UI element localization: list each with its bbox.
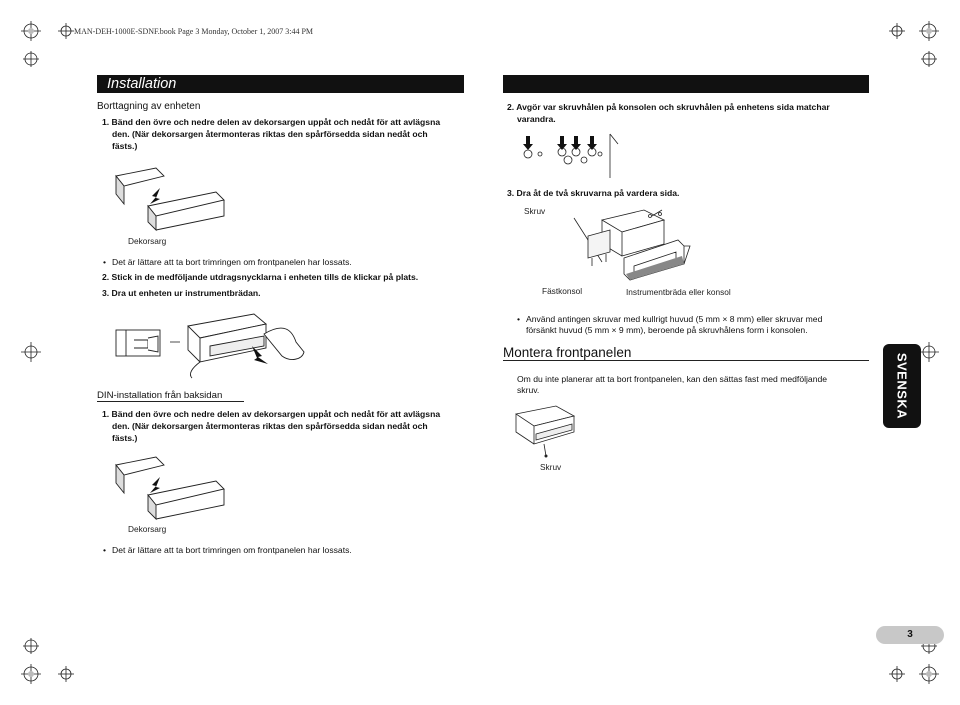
bracket-illustration xyxy=(572,206,702,286)
caption-dekorsarg-1: Dekorsarg xyxy=(128,236,167,246)
din-step1-line1: 1. Bänd den övre och nedre delen av dekorsargen uppåt och nedåt för att avlägsna xyxy=(102,409,441,419)
screw-holes-illustration xyxy=(514,132,624,182)
trim-ring-illustration-1 xyxy=(108,166,228,246)
removal-step1-line1: 1. Bänd den övre och nedre delen av dekorsargen uppåt och nedåt för att avlägsna xyxy=(102,117,441,127)
din-step1-line2: den. (När dekorsargen återmonteras riktas den spårförsedda sidan nedåt och xyxy=(112,421,428,431)
caption-fastkonsol: Fästkonsol xyxy=(542,286,583,296)
front-panel-text-line2: skruv. xyxy=(517,385,540,395)
section-title: Installation xyxy=(107,76,177,92)
bullet-easier-removal-2: • Det är lättare att ta bort trimringen om frontpanelen har lossats. xyxy=(112,545,352,556)
bullet-easier-removal-1: • Det är lättare att ta bort trimringen om frontpanelen har lossats. xyxy=(112,257,352,268)
caption-skruv-1: Skruv xyxy=(524,206,546,216)
front-panel-heading: Montera frontpanelen xyxy=(503,345,869,361)
caption-dekorsarg-2: Dekorsarg xyxy=(128,524,167,534)
page-number-badge: 3 xyxy=(876,626,944,644)
front-panel-text-line1: Om du inte planerar att ta bort frontpanelen, kan den sättas fast med medföljande xyxy=(517,374,828,384)
bullet-screws-line1: • Använd antingen skruvar med kullrigt huvud (5 mm × 8 mm) eller skruvar med xyxy=(526,314,822,325)
caption-instrumentbrada: Instrumentbräda eller konsol xyxy=(626,287,731,297)
trim-ring-illustration-2 xyxy=(108,455,228,535)
din-step1-line3: fästs.) xyxy=(112,433,138,443)
bullet-screws-line2: försänkt huvud (5 mm × 9 mm), beroende på skruvhålens form i konsolen. xyxy=(526,325,808,335)
caption-skruv-2: Skruv xyxy=(540,462,562,472)
din-heading: DIN-installation från baksidan xyxy=(97,390,244,402)
right-step3: 3. Dra åt de två skruvarna på vardera sida. xyxy=(507,188,680,198)
removal-step3: 3. Dra ut enheten ur instrumentbrädan. xyxy=(102,288,261,298)
removal-heading: Borttagning av enheten xyxy=(97,101,201,112)
removal-step1-line2: den. (När dekorsargen återmonteras riktas den spårförsedda sidan nedåt och xyxy=(112,129,428,139)
right-step2-line1: 2. Avgör var skruvhålen på konsolen och skruvhålen på enhetens sida matchar xyxy=(507,102,830,112)
language-side-tab-label: SVENSKA xyxy=(894,352,910,420)
section-bar-right xyxy=(503,75,869,93)
front-panel-illustration xyxy=(512,404,582,459)
book-header: MAN-DEH-1000E-SDNF.book Page 3 Monday, October 1, 2007 3:44 PM xyxy=(74,27,314,36)
removal-step2: 2. Stick in de medföljande utdragsnycklarna i enheten tills de klickar på plats. xyxy=(102,272,419,282)
extraction-keys-illustration xyxy=(114,312,324,382)
removal-step1-line3: fästs.) xyxy=(112,141,138,151)
right-step2-line2: varandra. xyxy=(517,114,556,124)
language-side-tab xyxy=(883,344,921,428)
section-bar-left xyxy=(97,75,464,93)
